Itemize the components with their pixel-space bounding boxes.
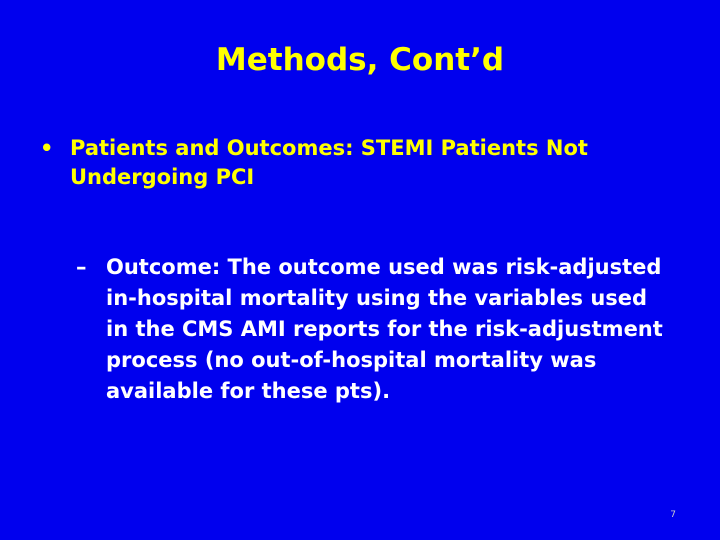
slide-title: Methods, Cont’d	[215, 42, 505, 78]
page-number: 7	[670, 510, 676, 520]
dash-icon: –	[76, 255, 87, 279]
sub-bullet-text: Outcome: The outcome used was risk-adjusted in-hospital mortality using the variables used in the CMS AMI reports for the risk-adjustment process (no out-of-hospital mortality was available for these pts).	[106, 255, 663, 403]
bullet-icon: •	[40, 136, 54, 160]
main-bullet	[40, 134, 680, 192]
sub-bullet	[76, 252, 676, 407]
main-bullet-text: Patients and Outcomes: STEMI Patients Not Undergoing PCI	[70, 136, 588, 189]
